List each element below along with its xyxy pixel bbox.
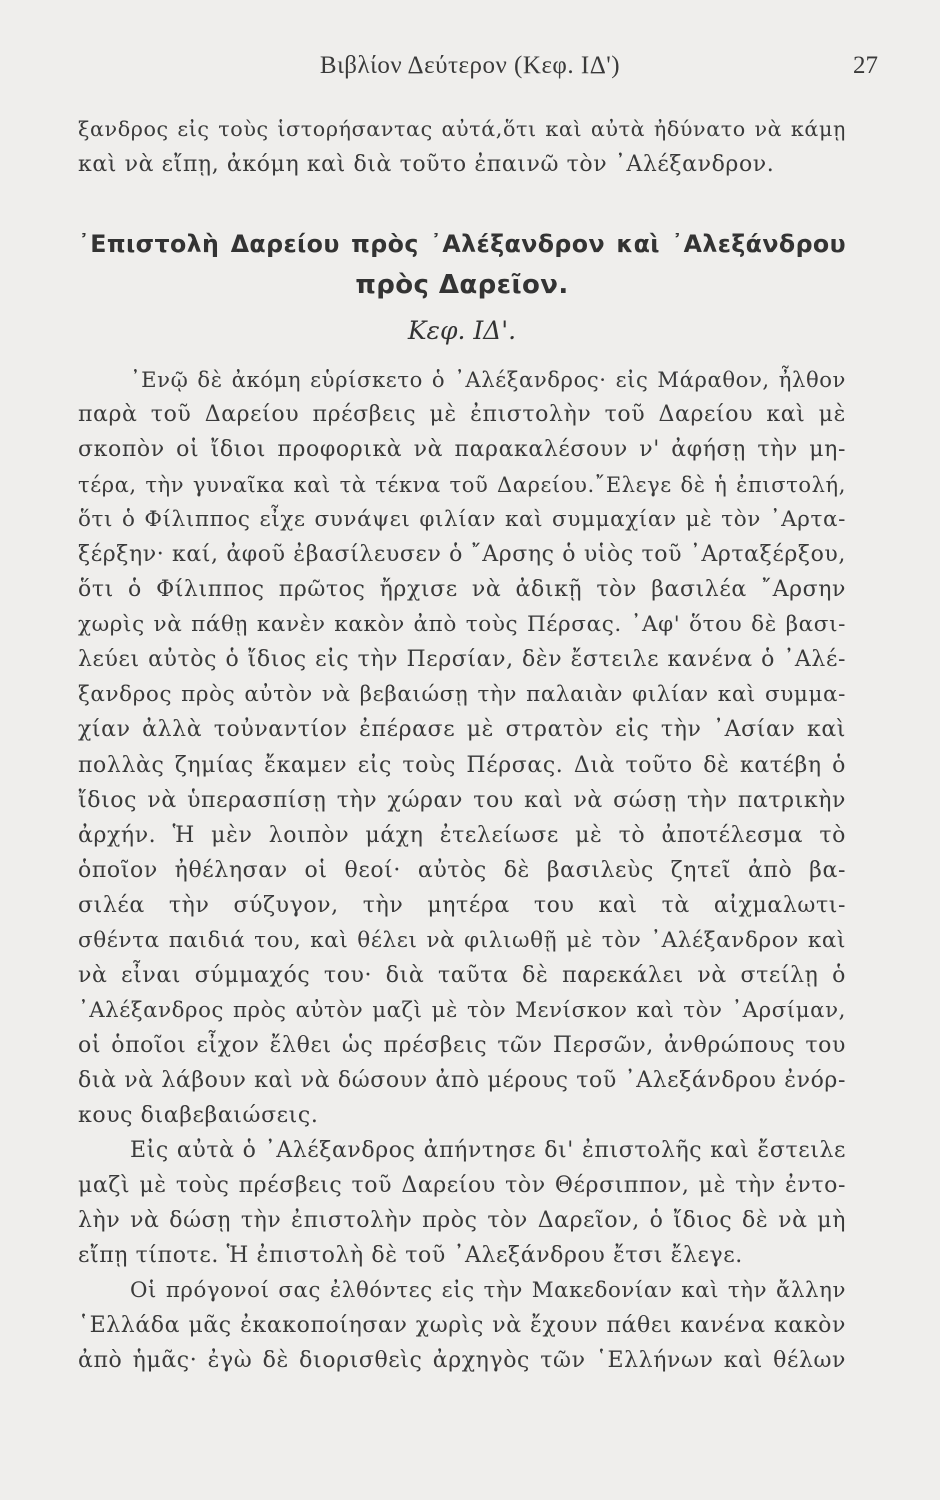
main-text bbox=[78, 362, 846, 1378]
text-line: διὰ νὰ λάβουν καὶ νὰ δώσουν ἀπὸ μέρους τοῦ ᾿Αλεξάνδρου ἐνόρ- bbox=[78, 1067, 846, 1093]
page-number: 27 bbox=[853, 52, 878, 79]
text-line: πολλὰς ζημίας ἔκαμεν εἰς τοὺς Πέρσας. Διὰ τοῦτο δὲ κατέβη ὁ bbox=[78, 752, 846, 778]
text-line: Οἱ πρόγονοί σας ἐλθόντες εἰς τὴν Μακεδονίαν καὶ τὴν ἄλλην bbox=[130, 1278, 846, 1304]
text-line: παρὰ τοῦ Δαρείου πρέσβεις μὲ ἐπιστολὴν τοῦ Δαρείου καὶ μὲ bbox=[78, 402, 846, 428]
chapter-label: Κεφ. ΙΔ'. bbox=[407, 316, 517, 345]
text-line: σιλέα τὴν σύζυγον, τὴν μητέρα του καὶ τὰ αἰχμαλωτι- bbox=[78, 892, 846, 918]
intro-paragraph bbox=[78, 112, 846, 182]
text-line: ξανδρος πρὸς αὐτὸν νὰ βεβαιώσῃ τὴν παλαιὰν φιλίαν καὶ συμμα- bbox=[78, 682, 846, 708]
running-title: Βιβλίον Δεύτερον (Κεφ. ΙΔ') bbox=[319, 52, 621, 79]
text-line: χωρὶς νὰ πάθῃ κανὲν κακὸν ἀπὸ τοὺς Πέρσας. ᾿Αφ' ὅτου δὲ βασι- bbox=[78, 612, 846, 638]
text-line: ῾Ελλάδα μᾶς ἐκακοποίησαν χωρὶς νὰ ἔχουν πάθει κανένα κακὸν bbox=[78, 1313, 846, 1339]
section-heading-line-2: πρὸς Δαρεῖον. bbox=[355, 270, 569, 300]
text-line: ἴδιος νὰ ὑπερασπίσῃ τὴν χώραν του καὶ νὰ σώσῃ τὴν πατρικὴν bbox=[78, 787, 846, 813]
text-line: λὴν νὰ δώσῃ τὴν ἐπιστολὴν πρὸς τὸν Δαρεῖον, ὁ ἴδιος δὲ νὰ μὴ bbox=[78, 1208, 846, 1234]
text-line: ξανδρος εἰς τοὺς ἱστορήσαντας αὐτά,ὅτι καὶ αὐτὰ ἠδύνατο νὰ κάμῃ bbox=[78, 117, 846, 141]
text-line: ὅτι ὁ Φίλιππος εἶχε συνάψει φιλίαν καὶ συμμαχίαν μὲ τὸν ᾿Αρτα- bbox=[78, 507, 846, 533]
text-line: νὰ εἶναι σύμμαχός του· διὰ ταῦτα δὲ παρεκάλει νὰ στείλῃ ὁ bbox=[78, 962, 846, 988]
text-line: ὅτι ὁ Φίλιππος πρῶτος ἤρχισε νὰ ἀδικῇ τὸν βασιλέα ῎Αρσην bbox=[78, 577, 846, 603]
text-line: ᾿Ενῷ δὲ ἀκόμη εὑρίσκετο ὁ ᾿Αλέξανδρος· εἰς Μάραθον, ἦλθον bbox=[130, 367, 846, 392]
text-line: ὁποῖον ἠθέλησαν οἱ θεοί· αὐτὸς δὲ βασιλεὺς ζητεῖ ἀπὸ βα- bbox=[78, 857, 846, 883]
text-line: σθέντα παιδιά του, καὶ θέλει νὰ φιλιωθῇ μὲ τὸν ᾿Αλέξανδρον καὶ bbox=[78, 927, 846, 953]
text-line: ᾿Αλέξανδρος πρὸς αὐτὸν μαζὶ μὲ τὸν Μενίσκον καὶ τὸν ᾿Αρσίμαν, bbox=[78, 997, 846, 1023]
text-line: λεύει αὐτὸς ὁ ἴδιος εἰς τὴν Περσίαν, δὲν ἔστειλε κανένα ὁ ᾿Αλέ- bbox=[78, 647, 846, 673]
text-line: ἀπὸ ἡμᾶς· ἐγὼ δὲ διορισθεὶς ἀρχηγὸς τῶν ῾Ελλήνων καὶ θέλων bbox=[78, 1348, 846, 1374]
text-line: μαζὶ μὲ τοὺς πρέσβεις τοῦ Δαρείου τὸν Θέρσιππον, μὲ τὴν ἐντο- bbox=[78, 1173, 846, 1199]
text-line: εἴπῃ τίποτε. Ἡ ἐπιστολὴ δὲ τοῦ ᾿Αλεξάνδρου ἔτσι ἔλεγε. bbox=[78, 1243, 743, 1269]
text-line: τέρα, τὴν γυναῖκα καὶ τὰ τέκνα τοῦ Δαρείου.῎Ελεγε δὲ ἡ ἐπιστολή, bbox=[78, 472, 846, 498]
text-line: καὶ νὰ εἴπῃ, ἀκόμη καὶ διὰ τοῦτο ἐπαινῶ τὸν ᾿Αλέξανδρον. bbox=[78, 152, 775, 178]
text-line: σκοπὸν οἱ ἴδιοι προφορικὰ νὰ παρακαλέσουν ν' ἀφήσῃ τὴν μη- bbox=[78, 437, 846, 463]
text-line: Εἰς αὐτὰ ὁ ᾿Αλέξανδρος ἀπήντησε δι' ἐπιστολῆς καὶ ἔστειλε bbox=[130, 1138, 846, 1164]
section-heading-line-1: ᾿Επιστολὴ Δαρείου πρὸς ᾿Αλέξανδρον καὶ ᾿Αλεξάνδρου bbox=[78, 230, 846, 258]
text-line: ξέρξην· καί, ἀφοῦ ἐβασίλευσεν ὁ ῎Αρσης ὁ υἱὸς τοῦ ᾿Αρταξέρξου, bbox=[78, 542, 846, 568]
text-line: ἀρχήν. Ἡ μὲν λοιπὸν μάχη ἐτελείωσε μὲ τὸ ἀποτέλεσμα τὸ bbox=[78, 822, 846, 848]
text-line: χίαν ἀλλὰ τοὐναντίον ἐπέρασε μὲ στρατὸν εἰς τὴν ᾿Ασίαν καὶ bbox=[78, 717, 846, 743]
running-header bbox=[60, 52, 880, 96]
text-line: κους διαβεβαιώσεις. bbox=[78, 1102, 319, 1128]
text-line: οἱ ὁποῖοι εἶχον ἔλθει ὡς πρέσβεις τῶν Περσῶν, ἀνθρώπους του bbox=[78, 1032, 846, 1058]
